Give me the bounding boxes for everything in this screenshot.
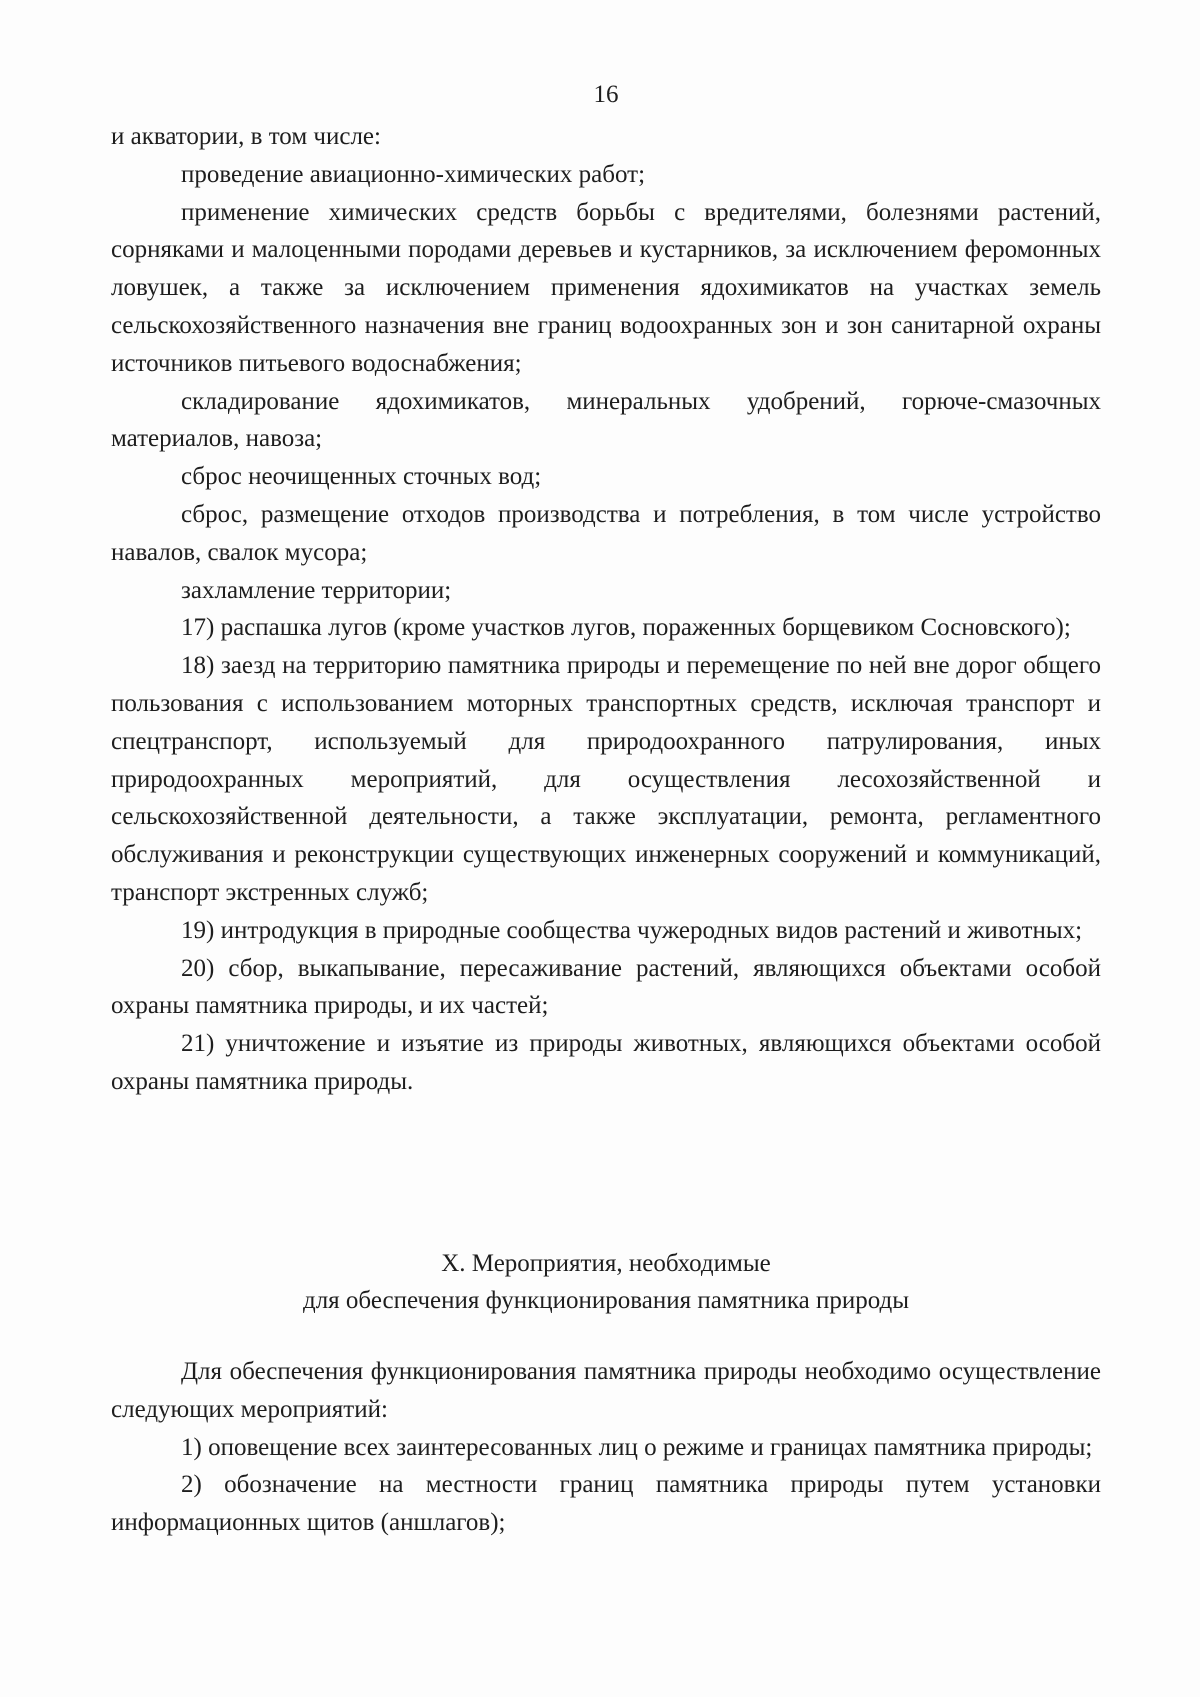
list-item: 18) заезд на территорию памятника природы и перемещение по ней вне дорог общего пользования с использованием моторных транспортных средств, исключая транспорт и спецтранспорт, используемый для природоохранного патрулирования, иных природоохранных мероприятий, для осуществления лесохозяйственной и сельскохозяйственной деятельности, а также эксплуатации, ремонта, регламентного обслуживания и реконструкции существующих инженерных сооружений и коммуникаций, транспорт экстренных служб;	[111, 652, 1101, 906]
paragraph: применение химических средств борьбы с вредителями, болезнями растений, сорняками и малоценными породами деревьев и кустарников, за исключением феромонных ловушек, а также за исключением применения ядохимикатов на участках земель сельскохозяйственного назначения вне границ водоохранных зон и зон санитарной охраны источников питьевого водоснабжения;	[111, 198, 1101, 377]
paragraph: сброс неочищенных сточных вод;	[181, 463, 542, 491]
section-heading-line-2: для обеспечения функционирования памятника природы	[302, 1287, 910, 1314]
list-item: 17) распашка лугов (кроме участков лугов, пораженных борщевиком Сосновского);	[181, 614, 1071, 642]
paragraph: и акватории, в том числе:	[111, 123, 381, 150]
paragraph: сброс, размещение отходов производства и потребления, в том числе устройство навалов, свалок мусора;	[111, 500, 1101, 566]
list-item: 1) оповещение всех заинтересованных лиц о режиме и границах памятника природы;	[181, 1433, 1093, 1461]
paragraph: проведение авиационно-химических работ;	[181, 160, 646, 188]
paragraph: Для обеспечения функционирования памятника природы необходимо осуществление следующих мероприятий:	[111, 1358, 1101, 1423]
body-text	[111, 118, 1101, 1101]
list-item: 2) обозначение на местности границ памятника природы путем установки информационных щитов (аншлагов);	[111, 1471, 1101, 1537]
section-heading-line-1: X. Мероприятия, необходимые	[441, 1250, 771, 1277]
paragraph: захламление территории;	[181, 576, 452, 604]
section-heading	[111, 1245, 1101, 1319]
list-item: 19) интродукция в природные сообщества чужеродных видов растений и животных;	[181, 916, 1083, 944]
list-item: 21) уничтожение и изъятие из природы животных, являющихся объектами особой охраны памятника природы.	[111, 1030, 1101, 1095]
section-body-text	[111, 1353, 1101, 1542]
page-number: 16	[593, 81, 619, 108]
paragraph: складирование ядохимикатов, минеральных удобрений, горюче-смазочных материалов, навоза;	[111, 387, 1101, 453]
list-item: 20) сбор, выкапывание, пересаживание растений, являющихся объектами особой охраны памятника природы, и их частей;	[111, 954, 1101, 1020]
